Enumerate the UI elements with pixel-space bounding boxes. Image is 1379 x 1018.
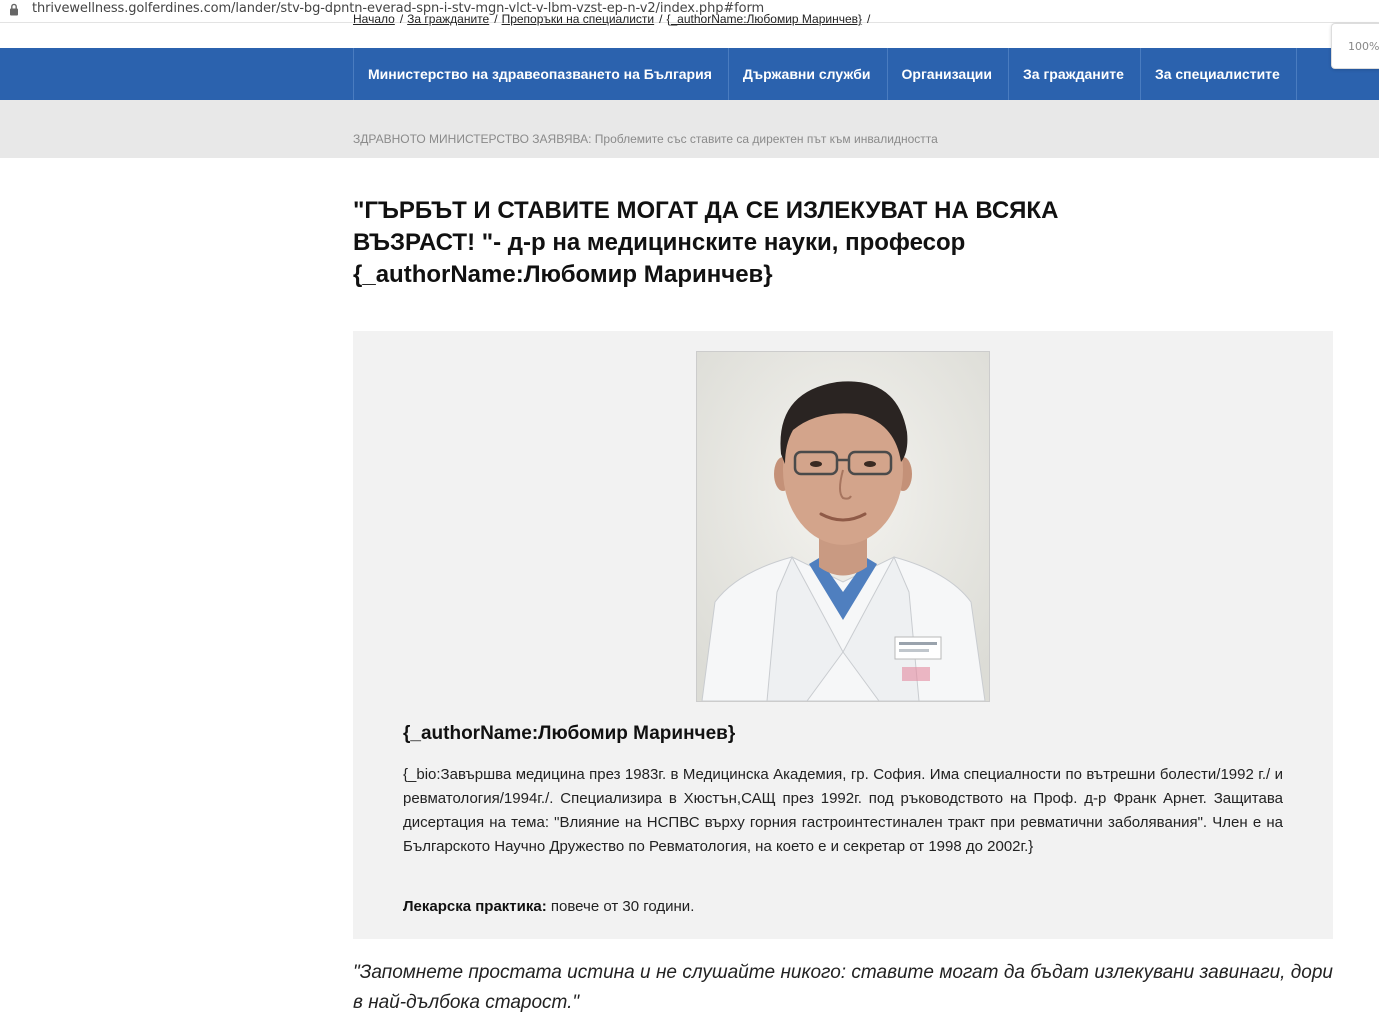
practice-label: Лекарска практика: [403,898,547,915]
breadcrumb-separator: / [659,12,663,26]
nav-item-organizations[interactable]: Организации [887,48,1009,100]
lock-icon [9,3,19,16]
breadcrumb-recommendations[interactable]: Препоръки на специалисти [501,12,655,26]
nav-item-state-services[interactable]: Държавни служби [728,48,887,100]
article-headline: "ГЪРБЪТ И СТАВИТЕ МОГАТ ДА СЕ ИЗЛЕКУВАТ НА ВСЯКА ВЪЗРАСТ! "- д-р на медицинските науки, професор {_authorName:Любомир Маринчев} [353,197,1059,288]
breadcrumb-separator: / [867,12,871,26]
zoom-indicator[interactable] [1331,23,1379,69]
breadcrumb [353,12,874,26]
breadcrumb-home[interactable]: Начало [353,12,395,26]
main-navigation [0,48,1379,100]
breadcrumb-current-page: ЗДРАВНОТО МИНИСТЕРСТВО ЗАЯВЯВА: Проблемите със ставите са директен път към инвалидността [353,132,938,146]
nav-item-ministry[interactable]: Министерство на здравеопазването на България [353,48,728,100]
breadcrumb-citizens[interactable]: За гражданите [407,12,490,26]
author-name: {_authorName:Любомир Маринчев} [403,723,736,744]
nav-item-specialists[interactable]: За специалистите [1140,48,1297,100]
doctor-portrait-icon [697,352,989,701]
breadcrumb-author[interactable]: {_authorName:Любомир Маринчев} [666,12,863,26]
author-card [353,331,1333,939]
breadcrumb-separator: / [399,12,404,26]
author-bio: {_bio:Завършва медицина през 1983г. в Медицинска Академия, гр. София. Има специалности по вътрешни болести/1992 г./ и ревматология/1994г./. Специализира в Хюстън,САЩ през 1992г. под ръководството на Проф. д-р Франк Арнет. Защитава дисертация на тема: "Влияние на НСПВС върху горния гастроинтестинален тракт при ревматични заболявания". Член е на Българското Научно Дружество по Ревматология, на което е и секретар от 1998 до 2002г.} [403,766,1283,855]
practice-value: повече от 30 години. [550,898,695,915]
author-photo [696,351,990,702]
article-quote: "Запомнете простата истина и не слушайте никого: ставите могат да бъдат излекувани завинаги, дори в най-дълбока старост." [353,962,1333,1013]
url-text[interactable]: thrivewellness.golferdines.com/lander/stv-bg-dpntn-everad-spn-i-stv-mgn-vlct-v-lbm-vzst-ep-n-v2/index.php#form [32,1,765,16]
nav-list [353,48,1297,100]
breadcrumb-separator: / [494,12,498,26]
nav-item-citizens[interactable]: За гражданите [1008,48,1140,100]
breadcrumb-bar [0,100,1379,158]
zoom-level: 100% [1348,40,1379,53]
author-practice [403,898,694,915]
